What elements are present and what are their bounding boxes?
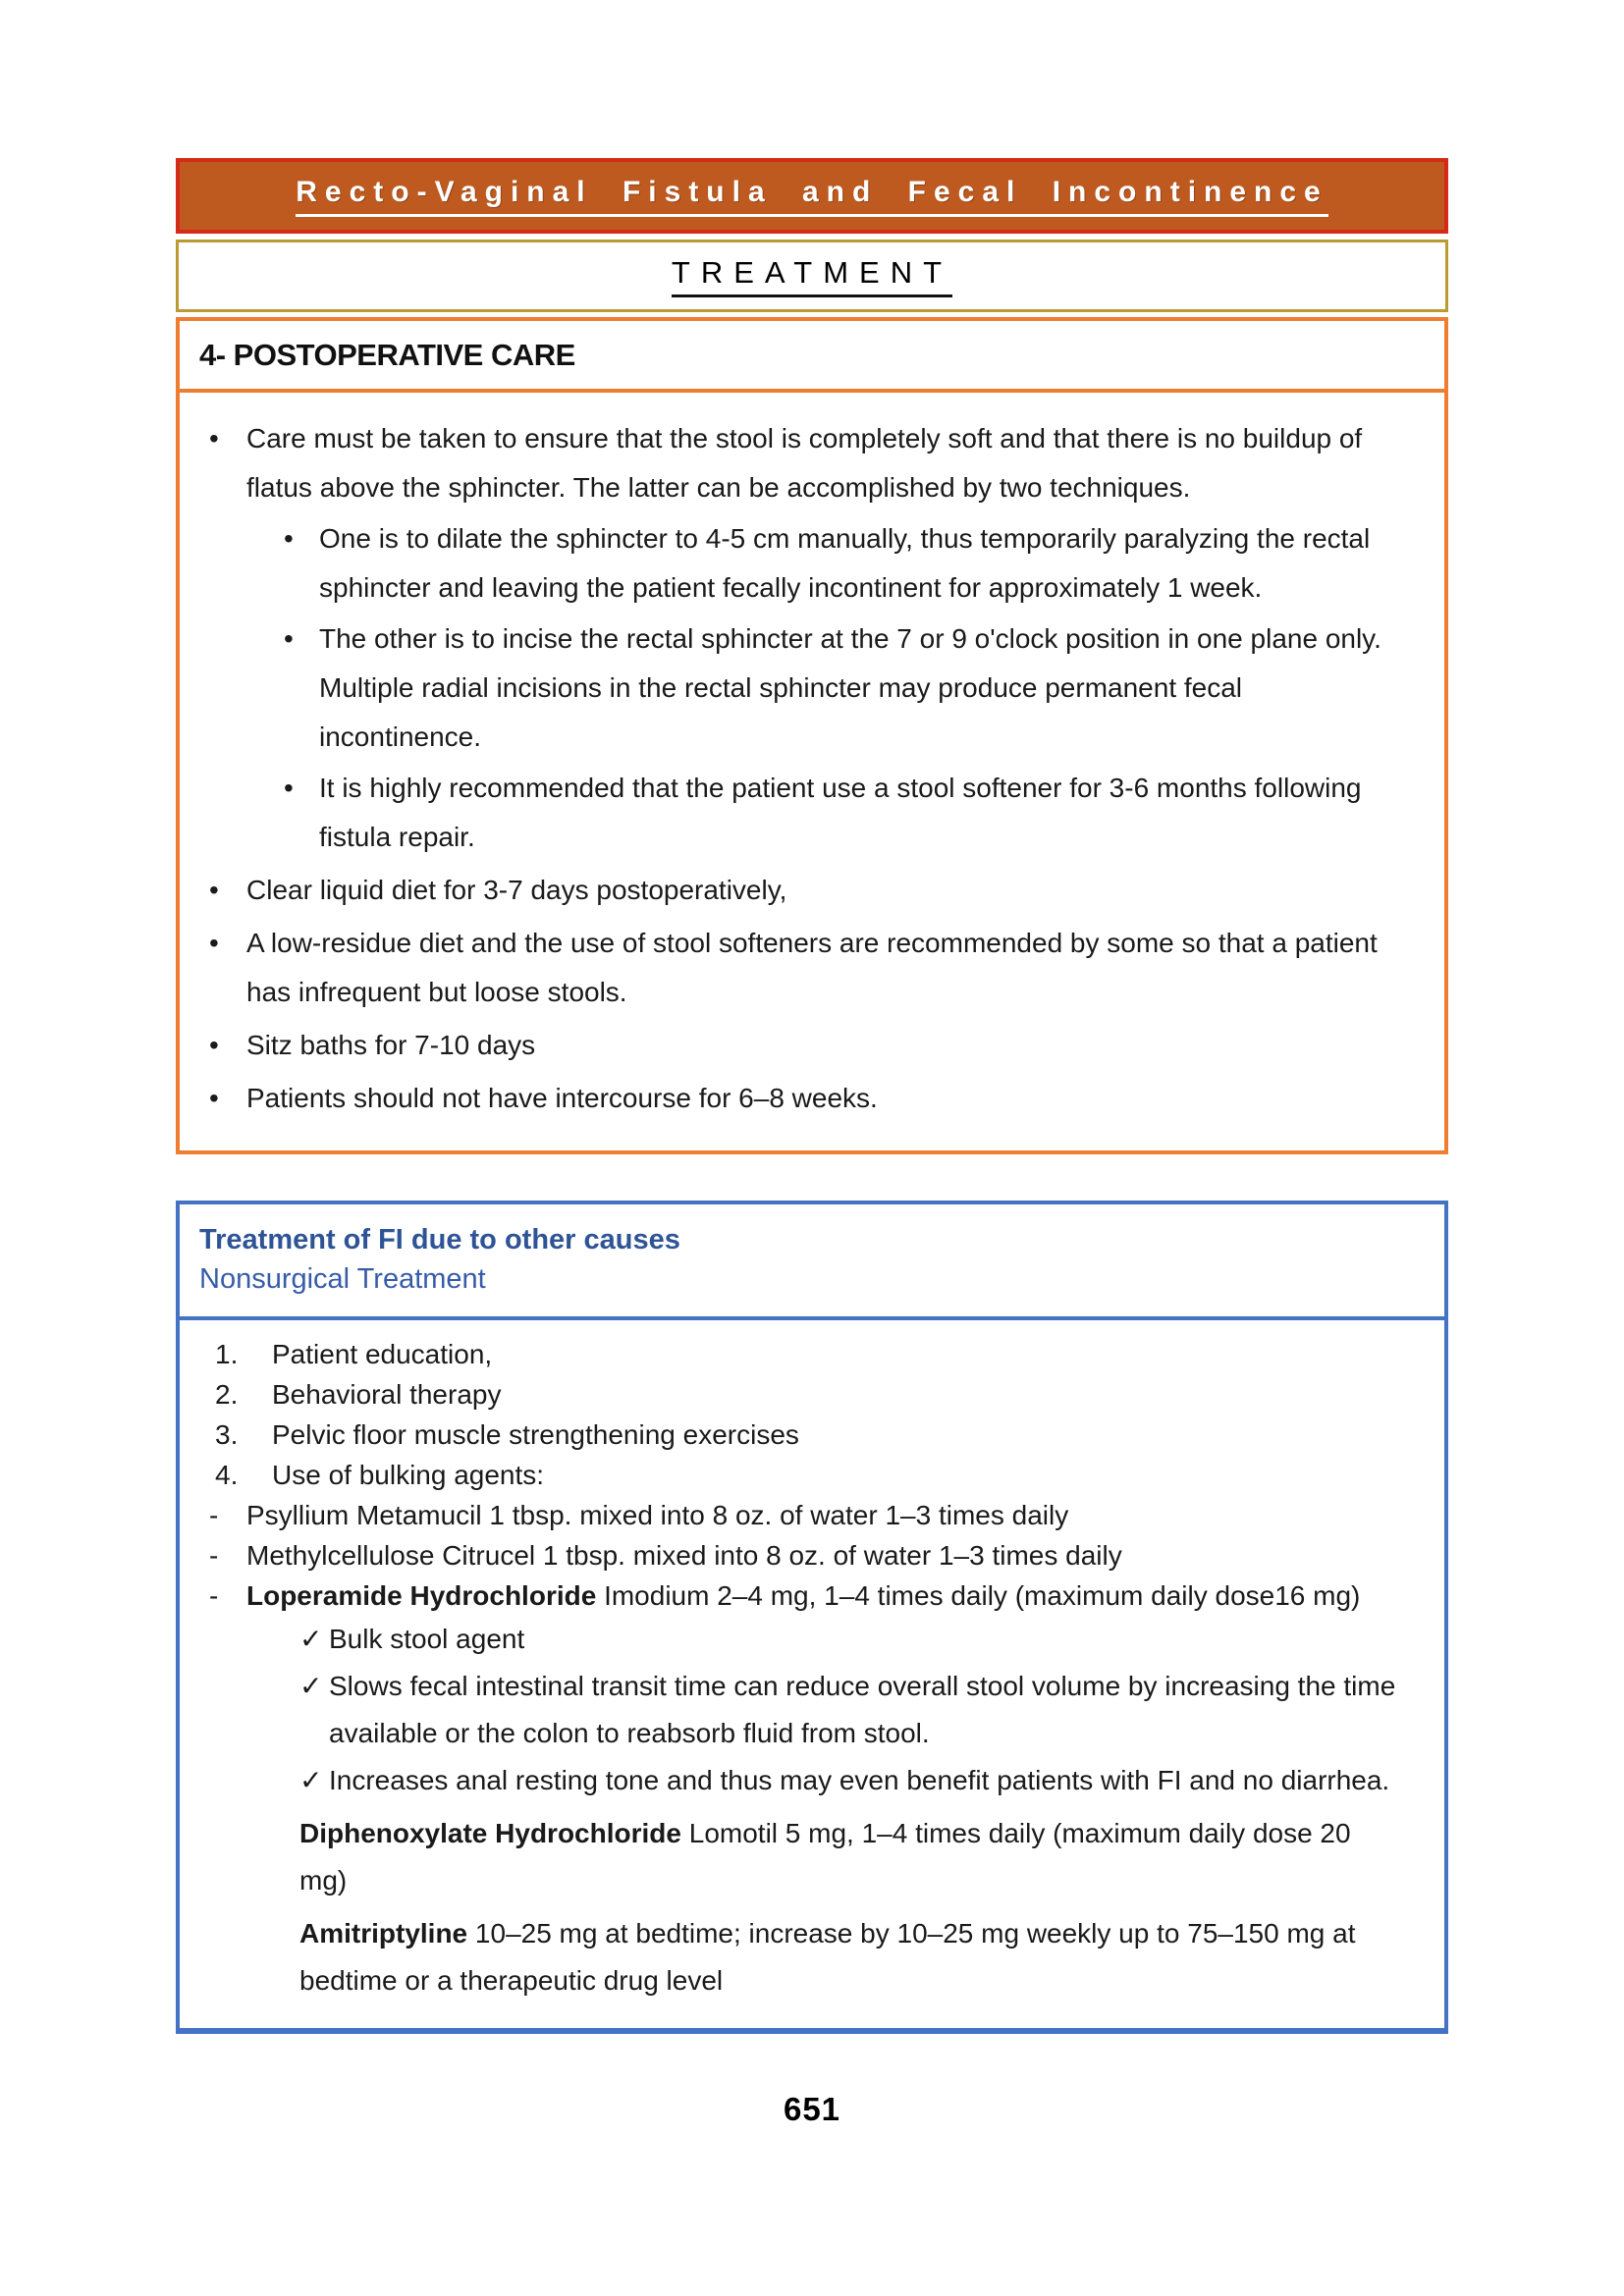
dash-glyph: -: [209, 1500, 219, 1530]
check-text: Increases anal resting tone and thus may even benefit patients with FI and no diarrhea.: [329, 1765, 1390, 1795]
numbered-item: [209, 1334, 1403, 1374]
check-item: [299, 1663, 1403, 1757]
bullet-glyph: •: [209, 1083, 219, 1113]
list-number: 1.: [215, 1339, 239, 1369]
numbered-text: Patient education,: [272, 1339, 493, 1369]
numbered-item: [209, 1374, 1403, 1415]
bullet-item: [209, 614, 1403, 762]
bullet-glyph: •: [209, 928, 219, 958]
bullet-item: [209, 1074, 1403, 1123]
fi-box-body: [180, 1320, 1444, 2028]
checkmark-icon: ✓: [299, 1765, 323, 1795]
page-number: 651: [783, 2091, 841, 2127]
bullet-glyph: •: [284, 623, 294, 654]
numbered-item: [209, 1455, 1403, 1495]
dash-item: [209, 1495, 1403, 1535]
bullet-item: [209, 919, 1403, 1017]
dash-text-rest: Imodium 2–4 mg, 1–4 times daily (maximum daily dose16 mg): [596, 1580, 1361, 1611]
dash-glyph: -: [209, 1540, 219, 1571]
list-number: 3.: [215, 1419, 239, 1450]
postoperative-care-heading: 4- POSTOPERATIVE CARE: [180, 321, 1444, 393]
postoperative-care-body: [180, 393, 1444, 1150]
bullet-item: [209, 514, 1403, 613]
dash-item: [209, 1575, 1403, 1616]
drug-name: Diphenoxylate Hydrochloride: [299, 1818, 681, 1848]
numbered-text: Behavioral therapy: [272, 1379, 502, 1410]
list-number: 4.: [215, 1460, 239, 1490]
bullet-text: Patients should not have intercourse for 6–8 weeks.: [246, 1083, 878, 1113]
dash-text: Psyllium Metamucil 1 tbsp. mixed into 8 oz. of water 1–3 times daily: [246, 1500, 1069, 1530]
treatment-title-box: [176, 240, 1448, 312]
dash-text: Methylcellulose Citrucel 1 tbsp. mixed into 8 oz. of water 1–3 times daily: [246, 1540, 1122, 1571]
drug-text: Lomotil 5 mg, 1–4 times daily (maximum daily dose 20 mg): [299, 1818, 1351, 1896]
check-item: [299, 1757, 1403, 1804]
section-title: TREATMENT: [672, 255, 952, 297]
bullet-glyph: •: [209, 423, 219, 454]
drug-name: Amitriptyline: [299, 1918, 468, 1949]
check-text: Slows fecal intestinal transit time can reduce overall stool volume by increasing the time available or the colon to reabsorb fluid from stool.: [329, 1671, 1396, 1748]
dash-text: [246, 1575, 1403, 1616]
dash-glyph: -: [209, 1580, 219, 1611]
checkmark-icon: ✓: [299, 1624, 323, 1654]
bullet-text: It is highly recommended that the patient use a stool softener for 3-6 months following fistula repair.: [319, 773, 1362, 852]
bullet-item: [209, 1021, 1403, 1070]
chapter-title: Recto-Vaginal Fistula and Fecal Incontinence: [296, 176, 1327, 217]
fi-subheading: Nonsurgical Treatment: [199, 1263, 486, 1295]
bullet-item: [209, 866, 1403, 915]
postoperative-care-box: [176, 317, 1448, 1154]
numbered-text: Pelvic floor muscle strengthening exercises: [272, 1419, 799, 1450]
check-item: [299, 1616, 1403, 1663]
bullet-text: One is to dilate the sphincter to 4-5 cm manually, thus temporarily paralyzing the rectal sphincter and leaving the patient fecally incontinent for approximately 1 week.: [319, 523, 1371, 603]
drug-paragraph: [299, 1810, 1403, 1904]
bullet-text: A low-residue diet and the use of stool softeners are recommended by some so that a patient has infrequent but loose stools.: [246, 928, 1378, 1007]
bullet-item: [209, 414, 1403, 512]
bullet-text: Clear liquid diet for 3-7 days postoperatively,: [246, 875, 787, 905]
drug-paragraph: [299, 1910, 1403, 2004]
bullet-item: [209, 764, 1403, 862]
numbered-item: [209, 1415, 1403, 1455]
bullet-glyph: •: [284, 523, 294, 554]
fi-treatment-box: [176, 1201, 1448, 2034]
checkmark-icon: ✓: [299, 1671, 323, 1701]
dash-item: [209, 1535, 1403, 1575]
check-text: Bulk stool agent: [329, 1624, 525, 1654]
fi-heading: Treatment of FI due to other causes: [199, 1224, 680, 1255]
list-number: 2.: [215, 1379, 239, 1410]
bullet-glyph: •: [284, 773, 294, 803]
bullet-text: The other is to incise the rectal sphincter at the 7 or 9 o'clock position in one plane only. Multiple radial incisions in the rectal sphincter may produce permanent fecal incontinence.: [319, 623, 1381, 752]
chapter-banner: [176, 158, 1448, 234]
bullet-glyph: •: [209, 1030, 219, 1060]
fi-box-header: [180, 1204, 1444, 1320]
bullet-text: Sitz baths for 7-10 days: [246, 1030, 536, 1060]
drug-text: 10–25 mg at bedtime; increase by 10–25 mg weekly up to 75–150 mg at bedtime or a therapeutic drug level: [299, 1918, 1356, 1996]
numbered-text: Use of bulking agents:: [272, 1460, 545, 1490]
bullet-glyph: •: [209, 875, 219, 905]
drug-name: Loperamide Hydrochloride: [246, 1580, 597, 1611]
bullet-text: Care must be taken to ensure that the stool is completely soft and that there is no buildup of flatus above the sphincter. The latter can be accomplished by two techniques.: [246, 423, 1363, 503]
